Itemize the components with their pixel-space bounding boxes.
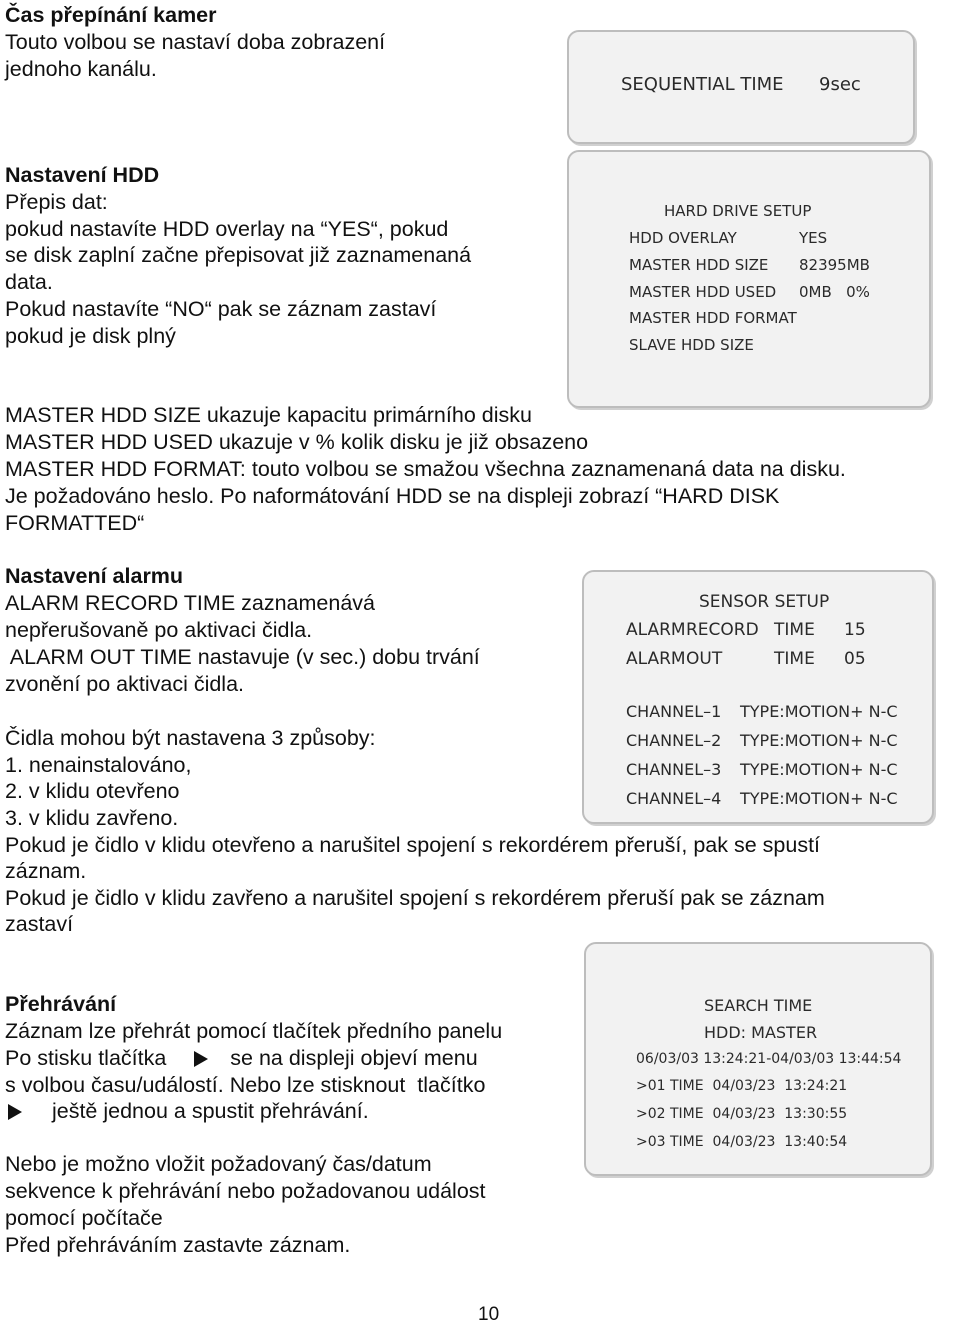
alarm-row-b: OUT [686,649,723,669]
text-line: Pokud nastavíte “NO“ pak se záznam zastaví [5,297,437,321]
text-line: jednoho kanálu. [5,57,157,81]
sequential-time-label: SEQUENTIAL TIME [621,74,784,95]
text-line: s volbou času/událostí. Nebo lze stisknout tlačítko [5,1073,486,1097]
text-line [5,1098,369,1125]
search-time-row: >03 TIME 04/03/23 13:40:54 [636,1134,848,1150]
channel-label: CHANNEL–3 [626,760,722,779]
channel-type: TYPE:MOTION+ N-C [740,789,898,808]
sequential-time-screen [567,30,915,144]
text-line: Před přehráváním zastavte záznam. [5,1233,351,1257]
alarm-record-value: 15 [844,620,866,640]
text-line: 3. v klidu zavřeno. [5,806,179,830]
text-fragment: se na displeji objeví menu [230,1046,478,1070]
alarm-row-c: TIME [774,649,815,669]
search-time-row: >01 TIME 04/03/23 13:24:21 [636,1078,848,1094]
play-triangle-icon [8,1104,22,1120]
hdd-row-value: 82395MB [799,256,870,274]
text-line: záznam. [5,859,87,883]
text-line: pomocí počítače [5,1206,163,1230]
hdd-row-label: MASTER HDD SIZE [629,256,769,274]
search-time-range: 06/03/03 13:24:21-04/03/03 13:44:54 [636,1051,902,1067]
alarm-row-b: RECORD [686,620,759,640]
channel-type: TYPE:MOTION+ N-C [740,760,898,779]
channel-label: CHANNEL–4 [626,789,722,808]
hdd-row-value: 0MB 0% [799,283,870,301]
hdd-setup-title: HARD DRIVE SETUP [664,202,812,220]
text-line: Pokud je čidlo v klidu zavřeno a narušitel spojení s rekordérem přeruší pak se záznam [5,886,825,910]
play-triangle-icon [194,1051,208,1067]
text-line: nepřerušovaně po aktivaci čidla. [5,618,313,642]
hdd-row-label: MASTER HDD USED [629,283,777,301]
hdd-row-label: MASTER HDD FORMAT [629,309,797,327]
text-line: pokud je disk plný [5,324,176,348]
text-line: data. [5,270,53,294]
section-title-camera-switch: Čas přepínání kamer [5,3,217,27]
text-line: 2. v klidu otevřeno [5,779,180,803]
text-line: FORMATTED“ [5,511,145,535]
text-line: MASTER HDD USED ukazuje v % kolik disku je již obsazeno [5,430,589,454]
search-time-row: >02 TIME 04/03/23 13:30:55 [636,1106,848,1122]
search-time-subtitle: HDD: MASTER [704,1023,818,1042]
sensor-setup-title: SENSOR SETUP [699,592,830,612]
text-line: Je požadováno heslo. Po naformátování HDD se na displeji zobrazí “HARD DISK [5,484,780,508]
text-fragment: Po stisku tlačítka [5,1046,167,1070]
text-line: Záznam lze přehrát pomocí tlačítek předního panelu [5,1019,503,1043]
channel-label: CHANNEL–1 [626,702,722,721]
channel-type: TYPE:MOTION+ N-C [740,702,898,721]
text-line: pokud nastavíte HDD overlay na “YES“, pokud [5,217,449,241]
section-title-alarm: Nastavení alarmu [5,564,184,588]
text-line: Touto volbou se nastaví doba zobrazení [5,30,386,54]
text-line: Čidla mohou být nastavena 3 způsoby: [5,726,376,750]
text-line: sekvence k přehrávání nebo požadovanou událost [5,1179,486,1203]
alarm-row-c: TIME [774,620,815,640]
hdd-setup-screen [567,150,931,408]
alarm-row-a: ALARM [626,620,686,640]
text-line: ALARM OUT TIME nastavuje (v sec.) dobu trvání [5,645,480,669]
text-line: zastaví [5,912,74,936]
section-title-hdd: Nastavení HDD [5,163,160,187]
text-line: Nebo je možno vložit požadovaný čas/datum [5,1152,432,1176]
text-line: 1. nenainstalováno, [5,753,192,777]
text-line: Pokud je čidlo v klidu otevřeno a narušitel spojení s rekordérem přeruší, pak se spustí [5,833,821,857]
page-number: 10 [478,1304,500,1325]
hdd-row-value: YES [799,229,828,247]
hdd-row-label: SLAVE HDD SIZE [629,336,754,354]
channel-type: TYPE:MOTION+ N-C [740,731,898,750]
text-line: se disk zaplní začne přepisovat již zaznamenaná [5,243,472,267]
section-title-playback: Přehrávání [5,992,117,1016]
text-fragment: ještě jednou a spustit přehrávání. [51,1099,369,1123]
sensor-setup-screen [582,570,934,824]
search-time-title: SEARCH TIME [704,996,813,1015]
sequential-time-value: 9sec [819,74,861,95]
text-line: MASTER HDD FORMAT: touto volbou se smažou všechna zaznamenaná data na disku. [5,457,846,481]
hdd-row-label: HDD OVERLAY [629,229,737,247]
text-line [5,1045,478,1072]
text-line: Přepis dat: [5,190,108,214]
text-line: ALARM RECORD TIME zaznamenává [5,591,375,615]
alarm-out-value: 05 [844,649,866,669]
text-line: MASTER HDD SIZE ukazuje kapacitu primárního disku [5,403,532,427]
channel-label: CHANNEL–2 [626,731,722,750]
search-time-screen [584,942,932,1176]
alarm-row-a: ALARM [626,649,686,669]
text-line: zvonění po aktivaci čidla. [5,672,245,696]
